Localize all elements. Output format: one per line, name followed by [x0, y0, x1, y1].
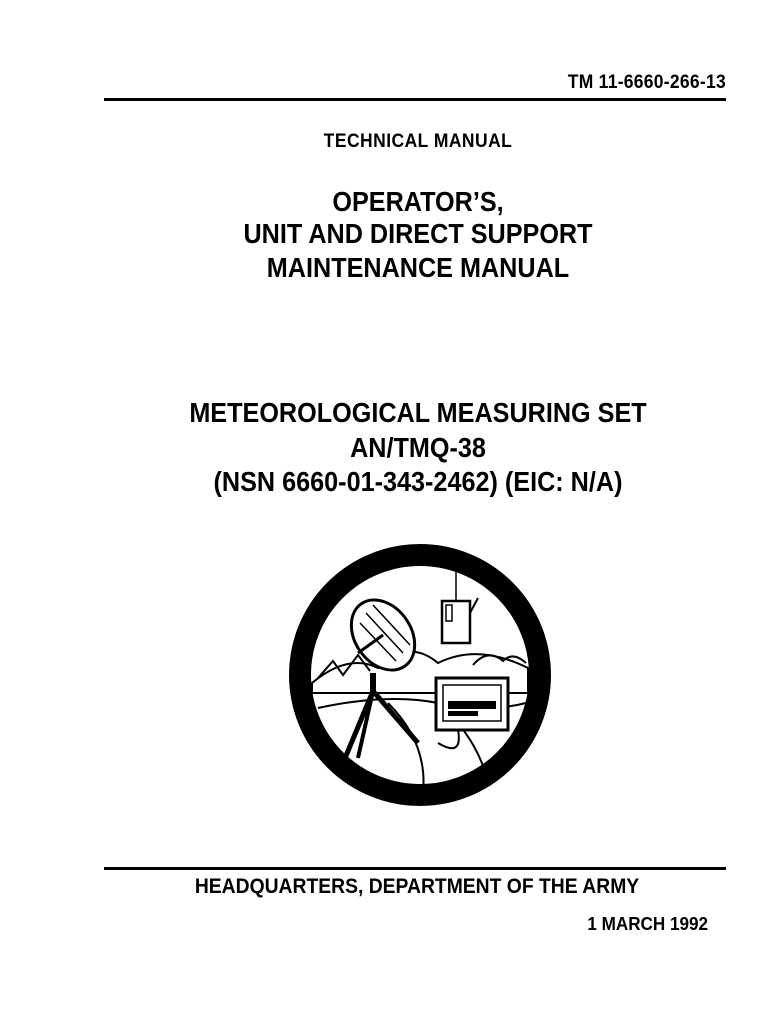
title-line-1: OPERATOR’S,: [332, 186, 504, 217]
equipment-model: AN/TMQ-38: [350, 432, 486, 463]
bottom-divider: [104, 867, 726, 870]
tm-number: TM 11-6660-266-13: [567, 72, 726, 93]
equipment-nsn: (NSN 6660-01-343-2462) (EIC: N/A): [213, 466, 623, 497]
title-line-2: UNIT AND DIRECT SUPPORT: [243, 218, 593, 249]
meteorological-equipment-seal-icon: [288, 543, 552, 807]
publication-date: 1 MARCH 1992: [587, 914, 708, 934]
issuing-authority: HEADQUARTERS, DEPARTMENT OF THE ARMY: [194, 875, 640, 898]
document-type-label: TECHNICAL MANUAL: [323, 131, 513, 152]
top-divider: [104, 98, 726, 101]
equipment-name: METEOROLOGICAL MEASURING SET: [189, 397, 647, 428]
title-line-3: MAINTENANCE MANUAL: [266, 252, 570, 283]
